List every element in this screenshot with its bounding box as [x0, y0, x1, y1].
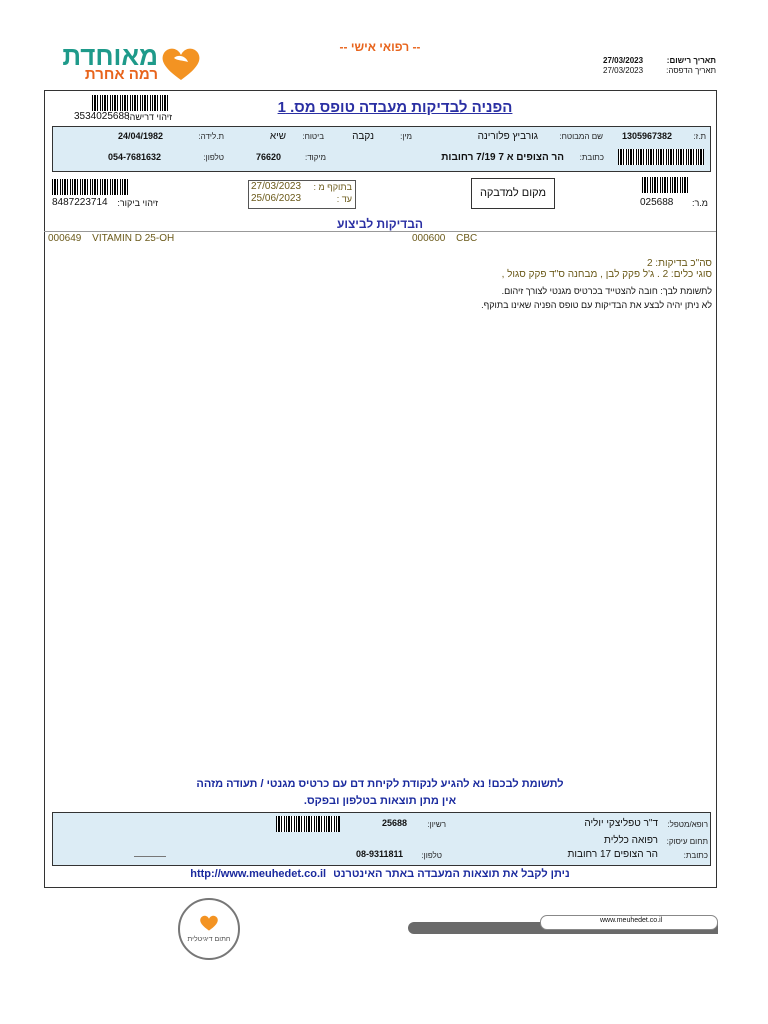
valid-from: 27/03/2023 — [251, 181, 302, 192]
form-title: הפניה לבדיקות מעבדה טופס מס. 1 — [277, 99, 513, 116]
license: 25688 — [382, 818, 408, 828]
valid-to: 25/06/2023 — [251, 193, 302, 204]
specialty: רפואה כללית — [604, 835, 658, 846]
insurance-label: ביטוח: — [302, 132, 324, 141]
doctor-address-label: כתובת: — [683, 851, 708, 860]
request-barcode — [92, 95, 168, 111]
confidential-label: -- רפואי אישי -- — [339, 40, 421, 54]
mr-label: מ.ר: — [692, 198, 708, 208]
results-url-link[interactable]: http://www.meuhedet.co.il — [190, 868, 327, 880]
logo-name: מאוחדת — [62, 41, 158, 71]
tests-heading: הבדיקות לביצוע — [336, 217, 424, 231]
results-internet-text: ניתן לקבל את תוצאות המעבדה באתר האינטרנט — [333, 868, 570, 880]
dob: 24/04/1982 — [118, 131, 164, 141]
phone: 054-7681632 — [108, 152, 162, 162]
insurance: שיא — [269, 131, 286, 142]
doctor-name: ד"ר טפליצקי יוליה — [584, 818, 658, 829]
zip-label: מיקוד: — [304, 153, 326, 162]
tube-types: סוגי כלים: 2 . ג'ל פקק לבן , מבחנה ס"ד פקק סגול , — [501, 269, 712, 280]
phone-label: טלפון: — [203, 153, 224, 162]
request-id-label: זיהוי דרישה: — [127, 112, 172, 122]
doctor-barcode — [276, 816, 340, 832]
valid-to-label: עד : — [336, 194, 352, 204]
results-internet-line — [140, 868, 620, 880]
footer-url[interactable]: www.meuhedet.co.il — [600, 917, 663, 924]
test-name: CBC — [456, 233, 478, 244]
patient-barcode — [618, 149, 704, 165]
dob-label: ת.לידה: — [198, 132, 224, 141]
stamp-text: חתום דיגיטלית — [187, 936, 231, 943]
test-code: 000649 — [48, 233, 82, 244]
request-id: 3534025688 — [74, 111, 130, 122]
mr: 025688 — [640, 197, 674, 208]
digital-signature-stamp — [178, 898, 240, 960]
print-date: 27/03/2023 — [603, 66, 644, 75]
visit-id-label: זיהוי ביקור: — [117, 198, 158, 208]
logo-branch: רמה אחרת — [84, 66, 158, 83]
doctor-label: רופא/מטפל: — [667, 820, 708, 829]
visit-id: 8487223714 — [52, 197, 108, 208]
tests-divider — [44, 231, 716, 232]
test-item — [48, 233, 174, 244]
reg-date: 27/03/2023 — [603, 56, 644, 65]
sticker-box: מקום למדבקה — [471, 178, 555, 209]
note-validity: לא ניתן יהיה לבצע את הבדיקות עם טופס הפניה שאינו בתוקף. — [481, 300, 712, 310]
patient-name: גורביץ פלורינה — [477, 131, 538, 142]
patient-name-label: שם המבוטח: — [559, 132, 603, 141]
license-label: רשיון: — [427, 820, 446, 829]
gender: נקבה — [352, 131, 374, 142]
heart-logo-icon — [160, 46, 202, 82]
notice-line-1: לתשומת לבכם! נא להגיע לנקודת לקיחת דם עם כרטיס מגנטי / תעודה מזהה — [196, 778, 564, 790]
tests-total: סה"כ בדיקות: 2 — [646, 258, 712, 269]
print-date-label: תאריך הדפסה: — [666, 66, 716, 75]
note-magnetic-card: לתשומת לבך: חובה להצטייד בכרטיס מגנטי לצורך זיהום. — [501, 286, 712, 296]
test-item — [412, 233, 477, 244]
address: הר הצופים א 7 7/19 רחובות — [441, 152, 564, 163]
test-code: 000600 — [412, 233, 446, 244]
doctor-phone: 08-9311811 — [356, 849, 404, 859]
notice-line-2: אין מתן תוצאות בטלפון ובפקס. — [303, 795, 457, 807]
patient-id: 1305967382 — [622, 131, 673, 141]
visit-barcode — [52, 179, 128, 195]
logo — [48, 42, 208, 84]
reg-date-label: תאריך רישום: — [666, 56, 716, 65]
valid-from-label: בתוקף מ : — [313, 182, 352, 192]
form-frame — [44, 90, 717, 888]
doctor-small-print — [134, 856, 166, 857]
doctor-phone-label: טלפון: — [421, 851, 442, 860]
address-label: כתובת: — [579, 153, 604, 162]
mr-barcode — [642, 177, 690, 193]
zip: 76620 — [256, 152, 282, 162]
heart-stamp-icon — [199, 914, 219, 932]
doctor-address: הר הצופים 17 רחובות — [567, 849, 658, 860]
test-name: VITAMIN D 25-OH — [92, 233, 175, 244]
specialty-label: תחום עיסוק: — [666, 837, 708, 846]
gender-label: מין: — [400, 132, 412, 141]
patient-id-label: ת.ז: — [693, 132, 706, 141]
